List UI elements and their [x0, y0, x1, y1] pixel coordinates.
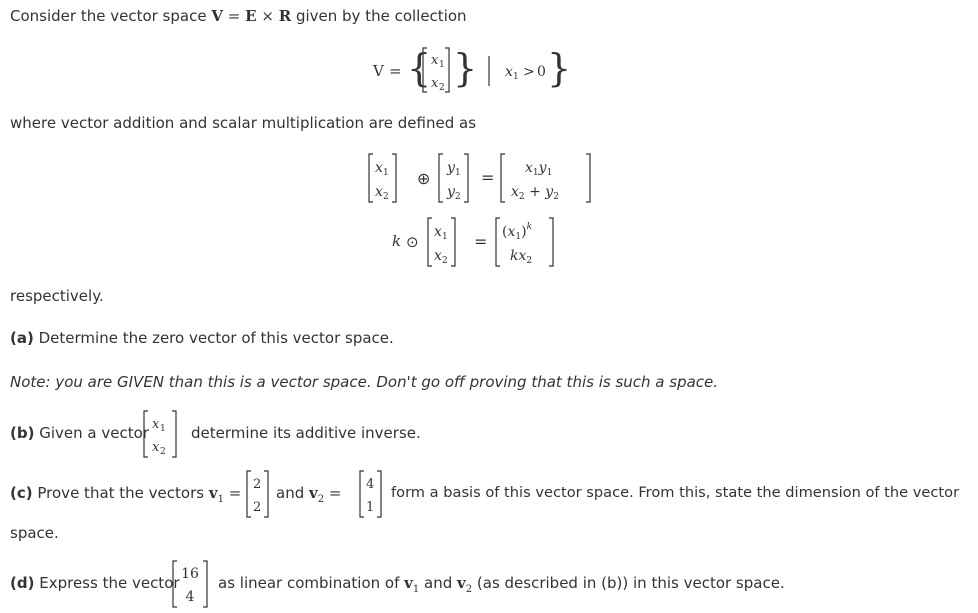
part-d-pre [10, 573, 180, 593]
scalar-a2: x [434, 248, 442, 264]
set-definition [365, 42, 585, 98]
cond-val: 0 [537, 64, 546, 80]
add-b2s: 2 [455, 192, 461, 202]
scalar-r2: $kx_2$ [510, 248, 533, 266]
part-a [10, 328, 394, 348]
add-a2: x [375, 184, 383, 200]
part-c-v2-matrix [357, 468, 385, 520]
c-eq2: = [328, 484, 342, 502]
part-a-label: (a) [10, 329, 34, 347]
r-symbol: R [278, 7, 292, 25]
scalar-a2s: 2 [442, 256, 448, 266]
part-d-pre-text: Express the vector [39, 574, 180, 592]
c-v2-top: 4 [366, 477, 375, 492]
part-b-pre-text: Given a vector [39, 424, 149, 442]
add-r1: $x_1y_1$ [525, 160, 553, 178]
add-b1s: 1 [455, 168, 461, 178]
cond-var: x [505, 64, 513, 80]
c-v1-name: v [208, 484, 218, 502]
d-v2-sub: 2 [465, 584, 473, 595]
ops-intro: where vector addition and scalar multiplication are defined as [10, 114, 477, 132]
add-b1: y [447, 160, 455, 176]
right-bracket [445, 48, 449, 92]
e-symbol: E [245, 7, 257, 25]
part-c-v1-matrix [244, 468, 272, 520]
scalar-a1s: 1 [442, 232, 448, 242]
add-b2: y [447, 184, 455, 200]
intro-line [10, 6, 467, 26]
part-b-vector [140, 408, 184, 460]
set-lhs: V [373, 62, 384, 80]
times-sign: × [261, 7, 274, 25]
add-eq: = [481, 168, 495, 187]
scalar-definition [390, 214, 565, 272]
scalar-k: k [392, 232, 402, 250]
c-and: and [276, 484, 305, 502]
part-c-pre-text: Prove that the vectors [37, 484, 205, 502]
add-a2s: 2 [383, 192, 389, 202]
part-a-text: Determine the zero vector of this vector space. [38, 329, 394, 347]
left-brace: { [407, 46, 432, 90]
right-brace: } [547, 46, 572, 90]
c-eq1: = [228, 484, 242, 502]
intro-trail: given by the collection [295, 7, 467, 25]
scalar-a1: x [434, 224, 442, 240]
c-v2-name: v [309, 484, 318, 502]
part-b-pre [10, 423, 149, 443]
part-c-pre [10, 483, 241, 510]
cond-sub: 1 [513, 72, 519, 82]
c-v2-sub: 2 [317, 494, 325, 505]
scalar-op: ⊙ [406, 233, 419, 251]
c-v2-bottom: 1 [366, 500, 375, 515]
set-sub1: 1 [439, 60, 445, 70]
part-c-post2: space. [10, 524, 59, 542]
equals-sign: = [227, 7, 241, 25]
part-d-post [218, 573, 785, 600]
cond-op: > [523, 64, 535, 80]
space-symbol: V [211, 7, 223, 25]
d-v-top: 16 [181, 566, 199, 582]
part-c-mid [276, 483, 341, 510]
respectively-text: respectively. [10, 287, 104, 305]
b-v1s: 1 [160, 424, 166, 434]
b-v2s: 2 [160, 447, 166, 457]
set-entry1: x [431, 53, 439, 68]
addition-definition [365, 150, 600, 208]
d-post2: (as described in (b)) in this vector space. [476, 574, 785, 592]
c-v1-sub: 1 [217, 494, 224, 505]
d-v2-name: v [457, 574, 466, 592]
add-a1s: 1 [383, 168, 389, 178]
set-eq: = [389, 62, 402, 80]
d-post1: as linear combination of [218, 574, 400, 592]
c-v1-bottom: 2 [253, 500, 262, 515]
scalar-r1: $(x_1)^k$ [502, 222, 533, 242]
d-v1-sub: 1 [412, 584, 420, 595]
d-v1-name: v [404, 574, 413, 592]
add-op: ⊕ [417, 169, 431, 188]
part-b-post: determine its additive inverse. [191, 424, 421, 442]
part-c-post: form a basis of this vector space. From this, state the dimension of the vector [391, 484, 960, 501]
add-r2: $x_2 + y_2$ [511, 184, 559, 202]
inner-right-brace: } [453, 46, 478, 90]
d-v-bottom: 4 [185, 589, 195, 605]
part-d-label: (d) [10, 574, 35, 592]
note-text: Note: you are GIVEN than this is a vector space. Don't go off proving that this is such a space. [10, 373, 719, 391]
part-b-label: (b) [10, 424, 35, 442]
intro-lead: Consider the vector space [10, 7, 207, 25]
b-v2: x [152, 440, 160, 455]
add-a1: x [375, 160, 383, 176]
scalar-eq: = [474, 232, 488, 251]
set-entry2: x [431, 76, 439, 91]
b-v1: x [152, 417, 160, 432]
d-and: and [424, 574, 453, 592]
part-c-label: (c) [10, 484, 33, 502]
c-v1-top: 2 [253, 477, 262, 492]
set-sub2: 2 [439, 83, 445, 93]
part-d-vector [170, 558, 210, 610]
